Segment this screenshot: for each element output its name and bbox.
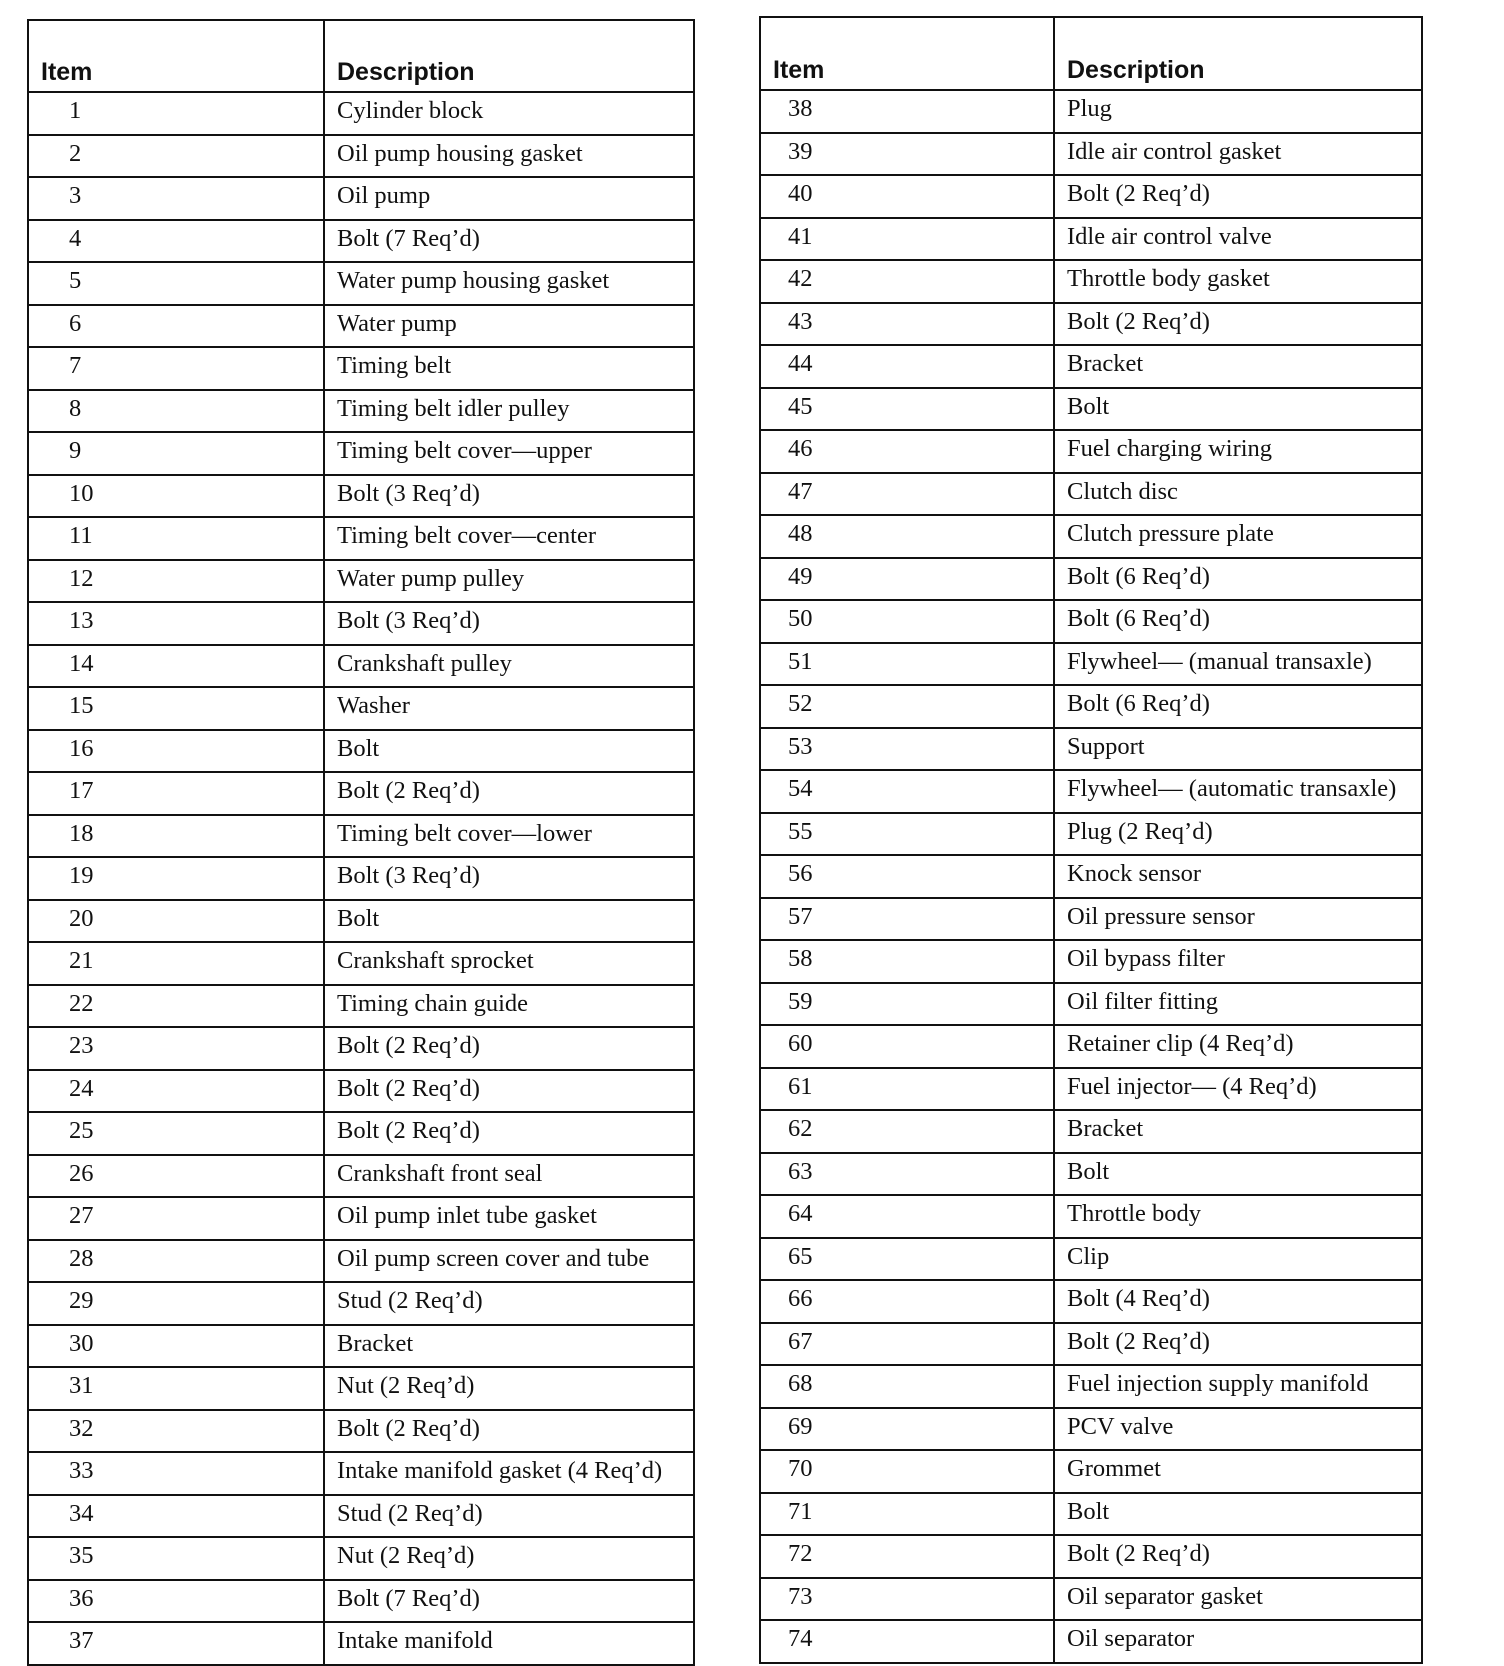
table-row (28, 1325, 694, 1368)
parts-table-right (759, 16, 1423, 1664)
item-description: Bolt (4 Req’d) (1054, 1280, 1422, 1323)
item-number: 22 (28, 985, 324, 1028)
item-description: Bolt (324, 730, 694, 773)
item-number: 23 (28, 1027, 324, 1070)
item-description: Bracket (1054, 345, 1422, 388)
table-row (760, 133, 1422, 176)
item-description: Retainer clip (4 Req’d) (1054, 1025, 1422, 1068)
table-row (760, 1365, 1422, 1408)
table-row (760, 983, 1422, 1026)
item-number: 50 (760, 600, 1054, 643)
item-number: 16 (28, 730, 324, 773)
table-row (760, 1578, 1422, 1621)
item-number: 10 (28, 475, 324, 518)
item-number: 69 (760, 1408, 1054, 1451)
table-row (28, 602, 694, 645)
item-number: 44 (760, 345, 1054, 388)
item-description: Flywheel— (manual transaxle) (1054, 643, 1422, 686)
item-number: 60 (760, 1025, 1054, 1068)
table-row (760, 473, 1422, 516)
item-number: 34 (28, 1495, 324, 1538)
item-description: Timing belt cover—center (324, 517, 694, 560)
item-number: 26 (28, 1155, 324, 1198)
item-description: Bolt (1054, 1493, 1422, 1536)
item-number: 1 (28, 92, 324, 135)
item-number: 9 (28, 432, 324, 475)
item-description: Oil pump housing gasket (324, 135, 694, 178)
table-row (28, 262, 694, 305)
table-row (28, 475, 694, 518)
table-row (28, 517, 694, 560)
item-number: 8 (28, 390, 324, 433)
item-number: 25 (28, 1112, 324, 1155)
item-number: 43 (760, 303, 1054, 346)
table-row (28, 815, 694, 858)
item-number: 52 (760, 685, 1054, 728)
item-number: 30 (28, 1325, 324, 1368)
item-number: 67 (760, 1323, 1054, 1366)
item-description: Flywheel— (automatic transaxle) (1054, 770, 1422, 813)
table-row (760, 1620, 1422, 1663)
item-number: 54 (760, 770, 1054, 813)
table-row (28, 1155, 694, 1198)
table-row (760, 218, 1422, 261)
item-description: Plug (2 Req’d) (1054, 813, 1422, 856)
item-number: 49 (760, 558, 1054, 601)
item-description: Intake manifold (324, 1622, 694, 1665)
item-description: Oil separator (1054, 1620, 1422, 1663)
table-row (28, 1070, 694, 1113)
item-description: Bolt (6 Req’d) (1054, 600, 1422, 643)
item-number: 57 (760, 898, 1054, 941)
table-row (760, 855, 1422, 898)
table-row (28, 1410, 694, 1453)
item-number: 40 (760, 175, 1054, 218)
table-row (28, 220, 694, 263)
table-row (760, 345, 1422, 388)
table-row (28, 772, 694, 815)
item-number: 74 (760, 1620, 1054, 1663)
item-number: 45 (760, 388, 1054, 431)
header-row (28, 20, 694, 92)
item-number: 37 (28, 1622, 324, 1665)
item-description: Bolt (7 Req’d) (324, 1580, 694, 1623)
item-description: Bolt (1054, 1153, 1422, 1196)
table-row (28, 1197, 694, 1240)
item-number: 6 (28, 305, 324, 348)
item-description: Grommet (1054, 1450, 1422, 1493)
table-row (760, 1535, 1422, 1578)
item-number: 28 (28, 1240, 324, 1283)
item-number: 29 (28, 1282, 324, 1325)
table-row (28, 1240, 694, 1283)
table-row (760, 1408, 1422, 1451)
item-description: Intake manifold gasket (4 Req’d) (324, 1452, 694, 1495)
item-description: Throttle body (1054, 1195, 1422, 1238)
table-row (760, 90, 1422, 133)
item-number: 68 (760, 1365, 1054, 1408)
table-row (28, 730, 694, 773)
item-description: Bolt (2 Req’d) (324, 1112, 694, 1155)
item-number: 5 (28, 262, 324, 305)
item-description: Bolt (2 Req’d) (324, 772, 694, 815)
item-description: Nut (2 Req’d) (324, 1537, 694, 1580)
item-description: Bolt (6 Req’d) (1054, 558, 1422, 601)
item-description: Bolt (2 Req’d) (324, 1027, 694, 1070)
item-column-header: Item (28, 20, 324, 92)
item-number: 64 (760, 1195, 1054, 1238)
table-row (28, 942, 694, 985)
item-number: 21 (28, 942, 324, 985)
table-row (760, 1195, 1422, 1238)
item-number: 61 (760, 1068, 1054, 1111)
item-description: Bolt (2 Req’d) (1054, 175, 1422, 218)
item-description: Bolt (6 Req’d) (1054, 685, 1422, 728)
table-row (760, 1025, 1422, 1068)
table-row (28, 177, 694, 220)
item-description: Timing belt cover—upper (324, 432, 694, 475)
description-column-header: Description (324, 20, 694, 92)
table-row (760, 175, 1422, 218)
table-row (28, 645, 694, 688)
item-description: Oil pressure sensor (1054, 898, 1422, 941)
item-description: Oil bypass filter (1054, 940, 1422, 983)
item-description: Bolt (2 Req’d) (1054, 1535, 1422, 1578)
item-number: 70 (760, 1450, 1054, 1493)
item-description: Bracket (324, 1325, 694, 1368)
item-number: 72 (760, 1535, 1054, 1578)
item-description: Clutch disc (1054, 473, 1422, 516)
item-number: 53 (760, 728, 1054, 771)
item-description: Cylinder block (324, 92, 694, 135)
table-row (760, 260, 1422, 303)
table-row (28, 1367, 694, 1410)
item-number: 11 (28, 517, 324, 560)
item-number: 56 (760, 855, 1054, 898)
item-number: 71 (760, 1493, 1054, 1536)
item-description: Water pump (324, 305, 694, 348)
item-description: Bolt (2 Req’d) (1054, 1323, 1422, 1366)
item-number: 38 (760, 90, 1054, 133)
item-number: 12 (28, 560, 324, 603)
item-description: Stud (2 Req’d) (324, 1495, 694, 1538)
item-number: 51 (760, 643, 1054, 686)
item-description: Clip (1054, 1238, 1422, 1281)
table-row (760, 1238, 1422, 1281)
table-row (28, 1282, 694, 1325)
item-description: Oil pump inlet tube gasket (324, 1197, 694, 1240)
item-description: Bolt (2 Req’d) (324, 1410, 694, 1453)
item-number: 27 (28, 1197, 324, 1240)
table-row (760, 1068, 1422, 1111)
table-row (760, 1323, 1422, 1366)
item-number: 13 (28, 602, 324, 645)
item-number: 4 (28, 220, 324, 263)
table-row (760, 1280, 1422, 1323)
table-row (28, 985, 694, 1028)
table-row (28, 390, 694, 433)
item-number: 33 (28, 1452, 324, 1495)
table-row (28, 135, 694, 178)
item-description: Water pump housing gasket (324, 262, 694, 305)
item-number: 47 (760, 473, 1054, 516)
table-row (760, 1110, 1422, 1153)
item-number: 20 (28, 900, 324, 943)
table-row (28, 305, 694, 348)
table-row (28, 1580, 694, 1623)
item-number: 19 (28, 857, 324, 900)
item-description: Fuel charging wiring (1054, 430, 1422, 473)
item-description: Throttle body gasket (1054, 260, 1422, 303)
item-description: Idle air control gasket (1054, 133, 1422, 176)
table-row (28, 347, 694, 390)
item-description: Timing belt cover—lower (324, 815, 694, 858)
item-description: Bolt (7 Req’d) (324, 220, 694, 263)
item-description: Fuel injection supply manifold (1054, 1365, 1422, 1408)
table-row (760, 515, 1422, 558)
table-row (760, 388, 1422, 431)
item-description: Oil pump screen cover and tube (324, 1240, 694, 1283)
table-row (760, 430, 1422, 473)
item-description: Crankshaft pulley (324, 645, 694, 688)
item-column-header: Item (760, 17, 1054, 90)
header-row (760, 17, 1422, 90)
item-description: Oil pump (324, 177, 694, 220)
item-description: Oil separator gasket (1054, 1578, 1422, 1621)
item-description: Nut (2 Req’d) (324, 1367, 694, 1410)
item-number: 73 (760, 1578, 1054, 1621)
table-row (760, 600, 1422, 643)
table-row (28, 1495, 694, 1538)
table-row (760, 940, 1422, 983)
table-row (760, 643, 1422, 686)
item-description: Plug (1054, 90, 1422, 133)
item-number: 41 (760, 218, 1054, 261)
item-number: 63 (760, 1153, 1054, 1196)
item-description: Bracket (1054, 1110, 1422, 1153)
item-description: Bolt (324, 900, 694, 943)
item-description: Bolt (2 Req’d) (1054, 303, 1422, 346)
item-description: Idle air control valve (1054, 218, 1422, 261)
item-description: Timing belt idler pulley (324, 390, 694, 433)
item-description: Water pump pulley (324, 560, 694, 603)
table-row (760, 728, 1422, 771)
item-description: Support (1054, 728, 1422, 771)
item-number: 42 (760, 260, 1054, 303)
item-number: 2 (28, 135, 324, 178)
item-number: 58 (760, 940, 1054, 983)
table-row (28, 560, 694, 603)
table-row (28, 687, 694, 730)
parts-table-left (27, 19, 695, 1666)
item-description: Timing chain guide (324, 985, 694, 1028)
item-number: 32 (28, 1410, 324, 1453)
table-row (28, 900, 694, 943)
item-description: Knock sensor (1054, 855, 1422, 898)
item-description: Bolt (3 Req’d) (324, 475, 694, 518)
item-number: 55 (760, 813, 1054, 856)
table-row (28, 1622, 694, 1665)
item-description: Oil filter fitting (1054, 983, 1422, 1026)
item-number: 3 (28, 177, 324, 220)
item-number: 7 (28, 347, 324, 390)
item-description: Bolt (3 Req’d) (324, 857, 694, 900)
item-number: 17 (28, 772, 324, 815)
table-row (28, 1027, 694, 1070)
item-description: Washer (324, 687, 694, 730)
table-row (28, 1112, 694, 1155)
item-number: 65 (760, 1238, 1054, 1281)
table-row (28, 92, 694, 135)
item-description: Bolt (1054, 388, 1422, 431)
table-row (760, 898, 1422, 941)
item-number: 14 (28, 645, 324, 688)
item-description: PCV valve (1054, 1408, 1422, 1451)
item-description: Crankshaft front seal (324, 1155, 694, 1198)
item-number: 59 (760, 983, 1054, 1026)
item-number: 24 (28, 1070, 324, 1113)
item-number: 36 (28, 1580, 324, 1623)
table-row (28, 432, 694, 475)
table-row (28, 857, 694, 900)
item-description: Fuel injector— (4 Req’d) (1054, 1068, 1422, 1111)
table-row (760, 558, 1422, 601)
item-number: 62 (760, 1110, 1054, 1153)
item-number: 35 (28, 1537, 324, 1580)
table-row (760, 303, 1422, 346)
table-row (760, 685, 1422, 728)
item-number: 66 (760, 1280, 1054, 1323)
item-description: Crankshaft sprocket (324, 942, 694, 985)
item-number: 46 (760, 430, 1054, 473)
item-description: Clutch pressure plate (1054, 515, 1422, 558)
item-description: Timing belt (324, 347, 694, 390)
item-description: Bolt (3 Req’d) (324, 602, 694, 645)
table-row (28, 1452, 694, 1495)
item-number: 18 (28, 815, 324, 858)
item-number: 31 (28, 1367, 324, 1410)
item-number: 48 (760, 515, 1054, 558)
table-row (760, 770, 1422, 813)
table-row (760, 1450, 1422, 1493)
table-row (760, 1493, 1422, 1536)
table-row (760, 1153, 1422, 1196)
item-description: Bolt (2 Req’d) (324, 1070, 694, 1113)
item-number: 39 (760, 133, 1054, 176)
table-row (28, 1537, 694, 1580)
description-column-header: Description (1054, 17, 1422, 90)
item-description: Stud (2 Req’d) (324, 1282, 694, 1325)
item-number: 15 (28, 687, 324, 730)
table-row (760, 813, 1422, 856)
